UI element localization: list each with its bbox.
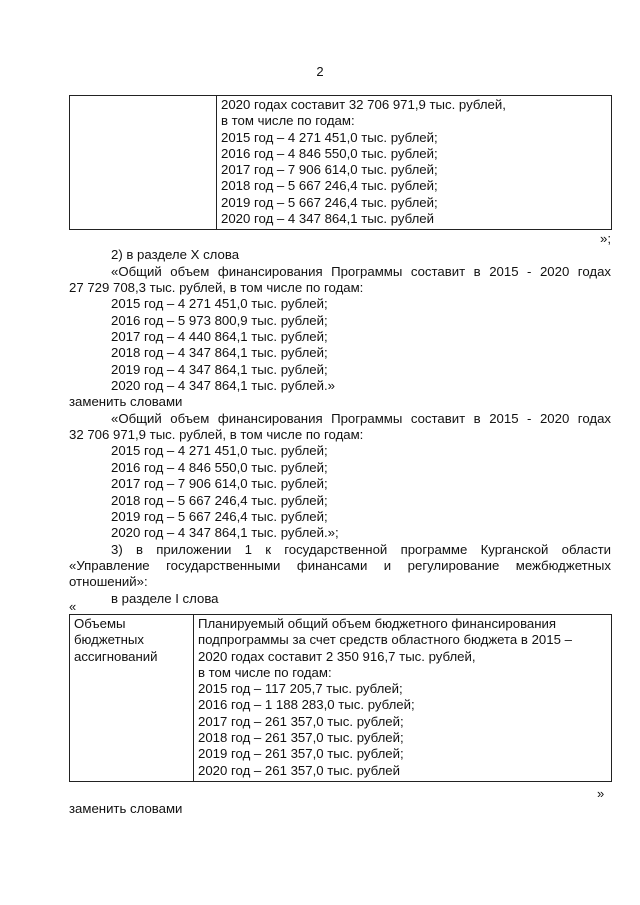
section2-replace: заменить словами bbox=[69, 394, 183, 410]
section2-old-year: 2020 год – 4 347 864,1 тыс. рублей.» bbox=[111, 378, 335, 394]
final-replace-phrase: заменить словами bbox=[69, 801, 183, 816]
section2-new-year: 2018 год – 5 667 246,4 тыс. рублей; bbox=[111, 492, 328, 508]
table1-line: 2020 год – 4 347 864,1 тыс. рублей bbox=[221, 211, 434, 227]
section2-old-year: 2019 год – 4 347 864,1 тыс. рублей; bbox=[111, 361, 328, 377]
document-body bbox=[69, 231, 611, 607]
table2-line: 2017 год – 261 357,0 тыс. рублей; bbox=[198, 713, 404, 729]
table2-closing-quote: » bbox=[597, 786, 605, 801]
table2-label-line: Объемы bbox=[74, 616, 126, 631]
table2-label-cell bbox=[70, 615, 194, 782]
table1-line: 2020 годах составит 32 706 971,9 тыс. рублей, bbox=[221, 97, 506, 112]
section2-new-year: 2016 год – 4 846 550,0 тыс. рублей; bbox=[111, 459, 328, 475]
section2-old-year: 2017 год – 4 440 864,1 тыс. рублей; bbox=[111, 329, 328, 345]
table2-opening-quote: « bbox=[69, 599, 77, 614]
section3-program-name: «Управление государственными финансами и регулирование межбюджетных bbox=[69, 557, 611, 573]
table1-closing-quote: »; bbox=[600, 231, 611, 246]
allocations-table bbox=[69, 614, 612, 782]
table1-line: в том числе по годам: bbox=[221, 113, 355, 129]
section2-old-year: 2015 год – 4 271 451,0 тыс. рублей; bbox=[111, 296, 328, 312]
table1-content-cell bbox=[217, 96, 612, 230]
section2-old-year: 2016 год – 5 973 800,9 тыс. рублей; bbox=[111, 312, 328, 328]
table2-line: 2020 год – 261 357,0 тыс. рублей bbox=[198, 762, 400, 778]
page-number: 2 bbox=[316, 64, 324, 79]
table2-line: в том числе по годам: bbox=[198, 664, 332, 680]
section3-intro: 3) в приложении 1 к государственной программе Курганской области bbox=[111, 541, 611, 557]
section2-heading: 2) в разделе X слова bbox=[111, 247, 240, 263]
section2-old-intro-cont: 27 729 708,3 тыс. рублей, в том числе по годам: bbox=[69, 280, 364, 296]
section2-new-year: 2019 год – 5 667 246,4 тыс. рублей; bbox=[111, 508, 328, 524]
table1-line: 2016 год – 4 846 550,0 тыс. рублей; bbox=[221, 145, 438, 161]
table1-line: 2018 год – 5 667 246,4 тыс. рублей; bbox=[221, 178, 438, 194]
table1-label-cell bbox=[70, 96, 217, 230]
section2-old-intro: «Общий объем финансирования Программы составит в 2015 - 2020 годах bbox=[111, 263, 611, 279]
table2-line: 2018 год – 261 357,0 тыс. рублей; bbox=[198, 730, 404, 746]
section2-old-year: 2018 год – 4 347 864,1 тыс. рублей; bbox=[111, 345, 328, 361]
table2-line: Планируемый общий объем бюджетного финансирования bbox=[198, 616, 557, 631]
section3-program-name-cont: отношений»: bbox=[69, 574, 148, 590]
table2-line: 2020 годах составит 2 350 916,7 тыс. рублей, bbox=[198, 648, 476, 664]
table2-label-line: ассигнований bbox=[74, 648, 158, 664]
table1-line: 2015 год – 4 271 451,0 тыс. рублей; bbox=[221, 129, 438, 145]
table1-line: 2017 год – 7 906 614,0 тыс. рублей; bbox=[221, 162, 438, 178]
section2-new-year: 2015 год – 4 271 451,0 тыс. рублей; bbox=[111, 443, 328, 459]
table2-label-line: бюджетных bbox=[74, 632, 144, 648]
section2-new-year: 2020 год – 4 347 864,1 тыс. рублей.»; bbox=[111, 525, 339, 541]
section2-new-intro: «Общий объем финансирования Программы составит в 2015 - 2020 годах bbox=[111, 410, 611, 426]
table1-line: 2019 год – 5 667 246,4 тыс. рублей; bbox=[221, 194, 438, 210]
table2-line: подпрограммы за счет средств областного бюджета в 2015 – bbox=[198, 632, 572, 648]
table2-line: 2016 год – 1 188 283,0 тыс. рублей; bbox=[198, 697, 415, 713]
table2-line: 2015 год – 117 205,7 тыс. рублей; bbox=[198, 681, 403, 697]
section3-subsection: в разделе I слова bbox=[111, 590, 219, 606]
table2-content-cell bbox=[194, 615, 612, 782]
funding-table-continued bbox=[69, 95, 612, 230]
section2-new-intro-cont: 32 706 971,9 тыс. рублей, в том числе по годам: bbox=[69, 427, 364, 443]
section2-new-year: 2017 год – 7 906 614,0 тыс. рублей; bbox=[111, 476, 328, 492]
table2-line: 2019 год – 261 357,0 тыс. рублей; bbox=[198, 746, 404, 762]
